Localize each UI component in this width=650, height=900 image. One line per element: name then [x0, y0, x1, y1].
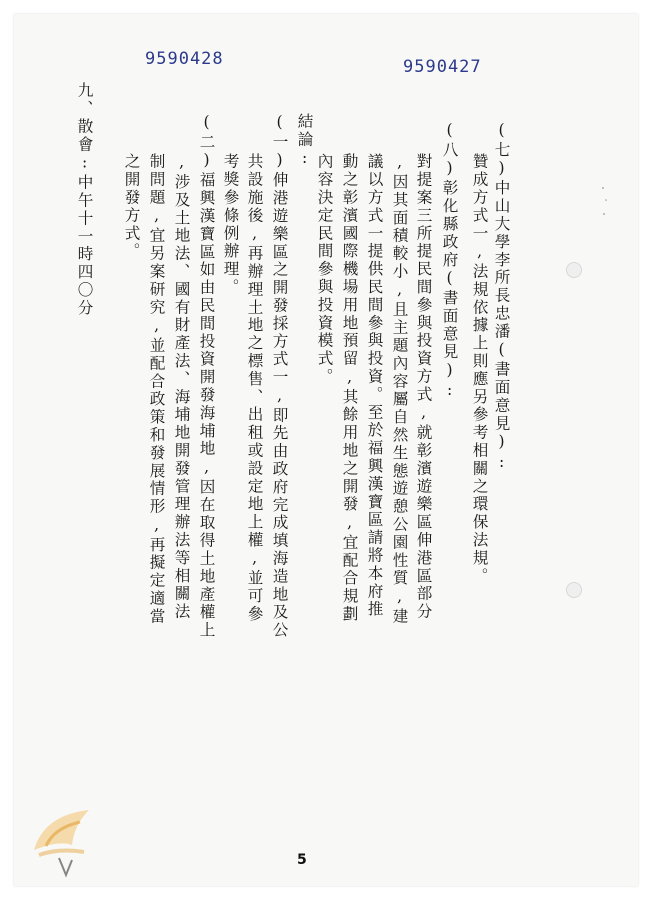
text-column-1: (七)中山大學李所長忠潘(書面意見):: [492, 121, 511, 474]
text-column-7: 動之彰濱國際機場用地預留,其餘用地之開發,宜配合規劃: [340, 153, 359, 624]
text-column-10: (一)伸港遊樂區之開發採方式一,即先由政府完成填海造地及公: [270, 113, 289, 640]
speckle-marks: [600, 184, 610, 224]
text-column-12: 考獎參條例辦理。: [221, 153, 240, 297]
text-column-6: 議以方式一提供民間參與投資。至於福興漢寶區請將本府推: [365, 153, 384, 619]
text-column-13: (二)福興漢寶區如由民間投資開發海埔地,因在取得土地產權上: [197, 113, 216, 640]
text-column-5: ,因其面積較小,且主題內容屬自然生態遊憩公園性質,建: [390, 153, 409, 626]
text-column-4: 對提案三所提民間參與投資方式,就彰濱遊樂區伸港區部分: [414, 153, 433, 621]
binding-hole-icon: [566, 582, 582, 598]
text-column-2: 贊成方式一,法規依據上則應另參考相關之環保法規。: [470, 153, 489, 585]
document-page: [14, 14, 638, 886]
text-column-15: 制問題,宜另案研究,並配合政策和發展情形,再擬定適當: [147, 153, 166, 626]
text-column-16: 之開發方式。: [122, 153, 141, 261]
page-number: 5: [297, 852, 307, 868]
text-column-11: 共設施後,再辦理土地之標售、出租或設定地上權,並可參: [245, 153, 264, 624]
text-column-8: 內容決定民間參與投資模式。: [315, 153, 334, 386]
text-column-3: (八)彰化縣政府(書面意見):: [440, 121, 459, 402]
stamp-number-right: 9590427: [403, 57, 482, 77]
archive-logo-icon: [14, 800, 114, 880]
text-column-9: 結論:: [295, 113, 314, 170]
binding-hole-icon: [566, 262, 582, 278]
text-column-17: 九、散會:中午十一時四〇分: [75, 82, 94, 318]
stamp-number-left: 9590428: [145, 49, 224, 69]
text-column-14: ,涉及土地法、國有財產法、海埔地開發管理辦法等相關法: [172, 153, 191, 621]
